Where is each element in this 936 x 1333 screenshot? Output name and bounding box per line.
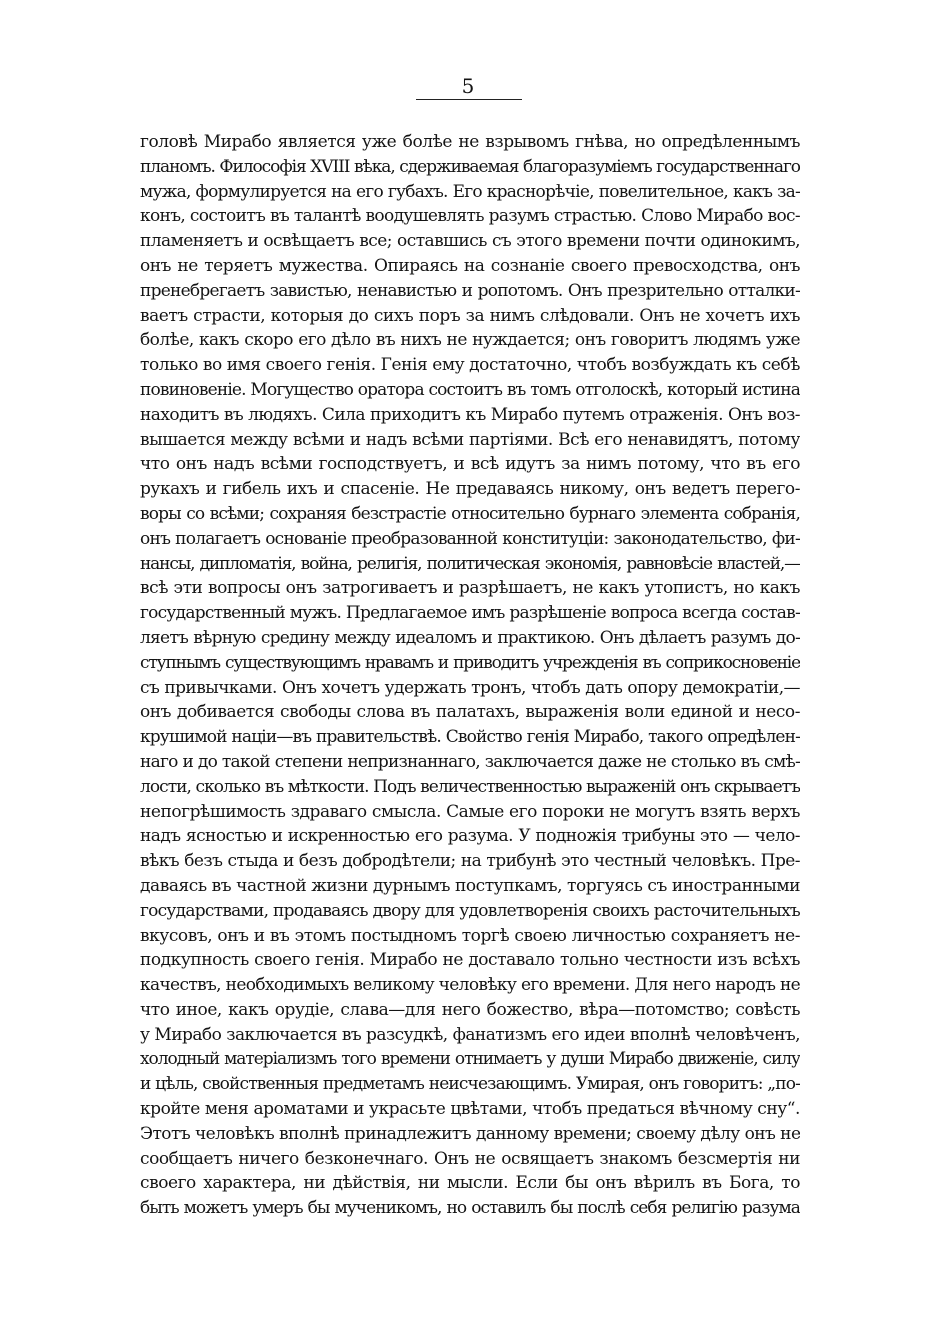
text-line: конъ, состоитъ въ талантѣ воодушевлять разумъ страстью. Слово Мирабо вос-: [140, 206, 800, 227]
text-line: головѣ Мирабо является уже болѣе не взрывомъ гнѣва, но опредѣленнымъ: [140, 132, 800, 152]
page-number-rule: [416, 99, 522, 100]
text-line: даваясь въ частной жизни дурнымъ поступкамъ, торгуясь съ иностранными: [140, 875, 800, 896]
text-line: планомъ. Философія XVIII вѣка, сдерживаемая благоразуміемъ государственнаго: [140, 156, 800, 177]
text-line: крушимой націи—въ правительствѣ. Свойство генія Мирабо, такого опредѣлен-: [140, 727, 800, 748]
text-line: что иное, какъ орудіе, слава—для него божество, вѣра—потомство; совѣсть: [140, 999, 800, 1020]
text-line: качествъ, необходимыхъ великому человѣку его времени. Для него народъ не: [140, 975, 800, 996]
text-line: кройте меня ароматами и украсьте цвѣтами, чтобъ предаться вѣчному сну“.: [140, 1099, 800, 1120]
text-line: быть можетъ умеръ бы мученикомъ, но оставилъ бы послѣ себя религію разума: [140, 1198, 800, 1219]
text-line: Этотъ человѣкъ вполнѣ принадлежитъ данному времени; своему дѣлу онъ не: [140, 1123, 800, 1144]
text-line: воры со всѣми; сохраняя безстрастіе относительно бурнаго элемента собранія,: [140, 503, 800, 524]
text-line: холодный матеріализмъ того времени отнимаетъ у души Мирабо движеніе, силу: [140, 1049, 800, 1070]
text-line: сообщаетъ ничего безконечнаго. Онъ не освящаетъ знакомъ безсмертія ни: [140, 1148, 800, 1169]
text-line: вышается между всѣми и надъ всѣми партіями. Всѣ его ненавидятъ, потому: [140, 429, 800, 450]
body-text: [140, 130, 800, 1221]
text-line: нансы, дипломатія, война, религія, политическая экономія, равновѣсіе властей,—: [140, 553, 800, 574]
text-line: пренебрегаетъ завистью, ненавистью и ропотомъ. Онъ презрительно отталки-: [140, 280, 800, 301]
text-line: непогрѣшимость здраваго смысла. Самые его пороки не могутъ взять верхъ: [140, 801, 800, 822]
text-line: надъ ясностью и искренностью его разума. У подножія трибуны это — чело-: [140, 826, 800, 847]
text-line: повиновеніе. Могущество оратора состоитъ въ томъ отголоскѣ, который истина: [140, 379, 800, 400]
text-line: рукахъ и гибель ихъ и спасеніе. Не предаваясь никому, онъ ведетъ перего-: [140, 479, 800, 500]
text-line: государственный мужъ. Предлагаемое имъ разрѣшеніе вопроса всегда состав-: [140, 603, 800, 624]
text-line: онъ не теряетъ мужества. Опираясь на сознаніе своего превосходства, онъ: [140, 255, 800, 276]
text-line: пламеняетъ и освѣщаетъ все; оставшись съ этого времени почти одинокимъ,: [140, 231, 800, 252]
text-line: своего характера, ни дѣйствія, ни мысли. Если бы онъ вѣрилъ въ Бога, то: [140, 1173, 800, 1194]
text-line: и цѣль, свойственныя предметамъ неисчезающимъ. Умирая, онъ говоритъ: „по-: [140, 1074, 800, 1095]
text-line: находитъ въ людяхъ. Сила приходитъ къ Мирабо путемъ отраженія. Онъ воз-: [140, 404, 800, 425]
text-line: вкусовъ, онъ и въ этомъ постыдномъ торгѣ своею личностью сохраняетъ не-: [140, 925, 800, 946]
text-line: болѣе, какъ скоро его дѣло въ нихъ не нуждается; онъ говоритъ людямъ уже: [140, 330, 800, 351]
page-number: 5: [461, 74, 475, 98]
text-line: ваетъ страсти, которыя до сихъ поръ за нимъ слѣдовали. Онъ не хочетъ ихъ: [140, 305, 800, 326]
text-line: подкупность своего генія. Мирабо не доставало тольно честности изъ всѣхъ: [140, 950, 800, 971]
text-line: у Мирабо заключается въ разсудкѣ, фанатизмъ его идеи вполнѣ человѣченъ,: [140, 1024, 800, 1045]
text-line: мужа, формулируется на его губахъ. Его краснорѣчіе, повелительное, какъ за-: [140, 181, 800, 202]
text-line: онъ добивается свободы слова въ палатахъ, выраженія воли единой и несо-: [140, 702, 800, 723]
text-line: лости, сколько въ мѣткости. Подъ величественностью выраженій онъ скрываетъ: [140, 776, 800, 797]
text-line: только во имя своего генія. Генія ему достаточно, чтобъ возбуждать къ себѣ: [140, 355, 800, 376]
text-line: всѣ эти вопросы онъ затрогиваетъ и разрѣшаетъ, не какъ утопистъ, но какъ: [140, 578, 800, 599]
text-line: съ привычками. Онъ хочетъ удержать тронъ, чтобъ дать опору демократіи,—: [140, 677, 800, 698]
text-line: что онъ надъ всѣми господствуетъ, и всѣ идутъ за нимъ потому, что въ его: [140, 454, 800, 475]
text-line: ляетъ вѣрную средину между идеаломъ и практикою. Онъ дѣлаетъ разумъ до-: [140, 627, 800, 648]
text-line: ступнымъ существующимъ нравамъ и приводитъ учрежденія въ соприкосновеніе: [140, 652, 800, 673]
text-line: вѣкъ безъ стыда и безъ добродѣтели; на трибунѣ это честный человѣкъ. Пре-: [140, 851, 800, 872]
text-line: наго и до такой степени непризнаннаго, заключается даже не столько въ смѣ-: [140, 751, 800, 772]
text-line: государствами, продаваясь двору для удовлетворенія своихъ расточительныхъ: [140, 900, 800, 921]
text-line: онъ полагаетъ основаніе преобразованной конституціи: законодательство, фи-: [140, 528, 800, 549]
